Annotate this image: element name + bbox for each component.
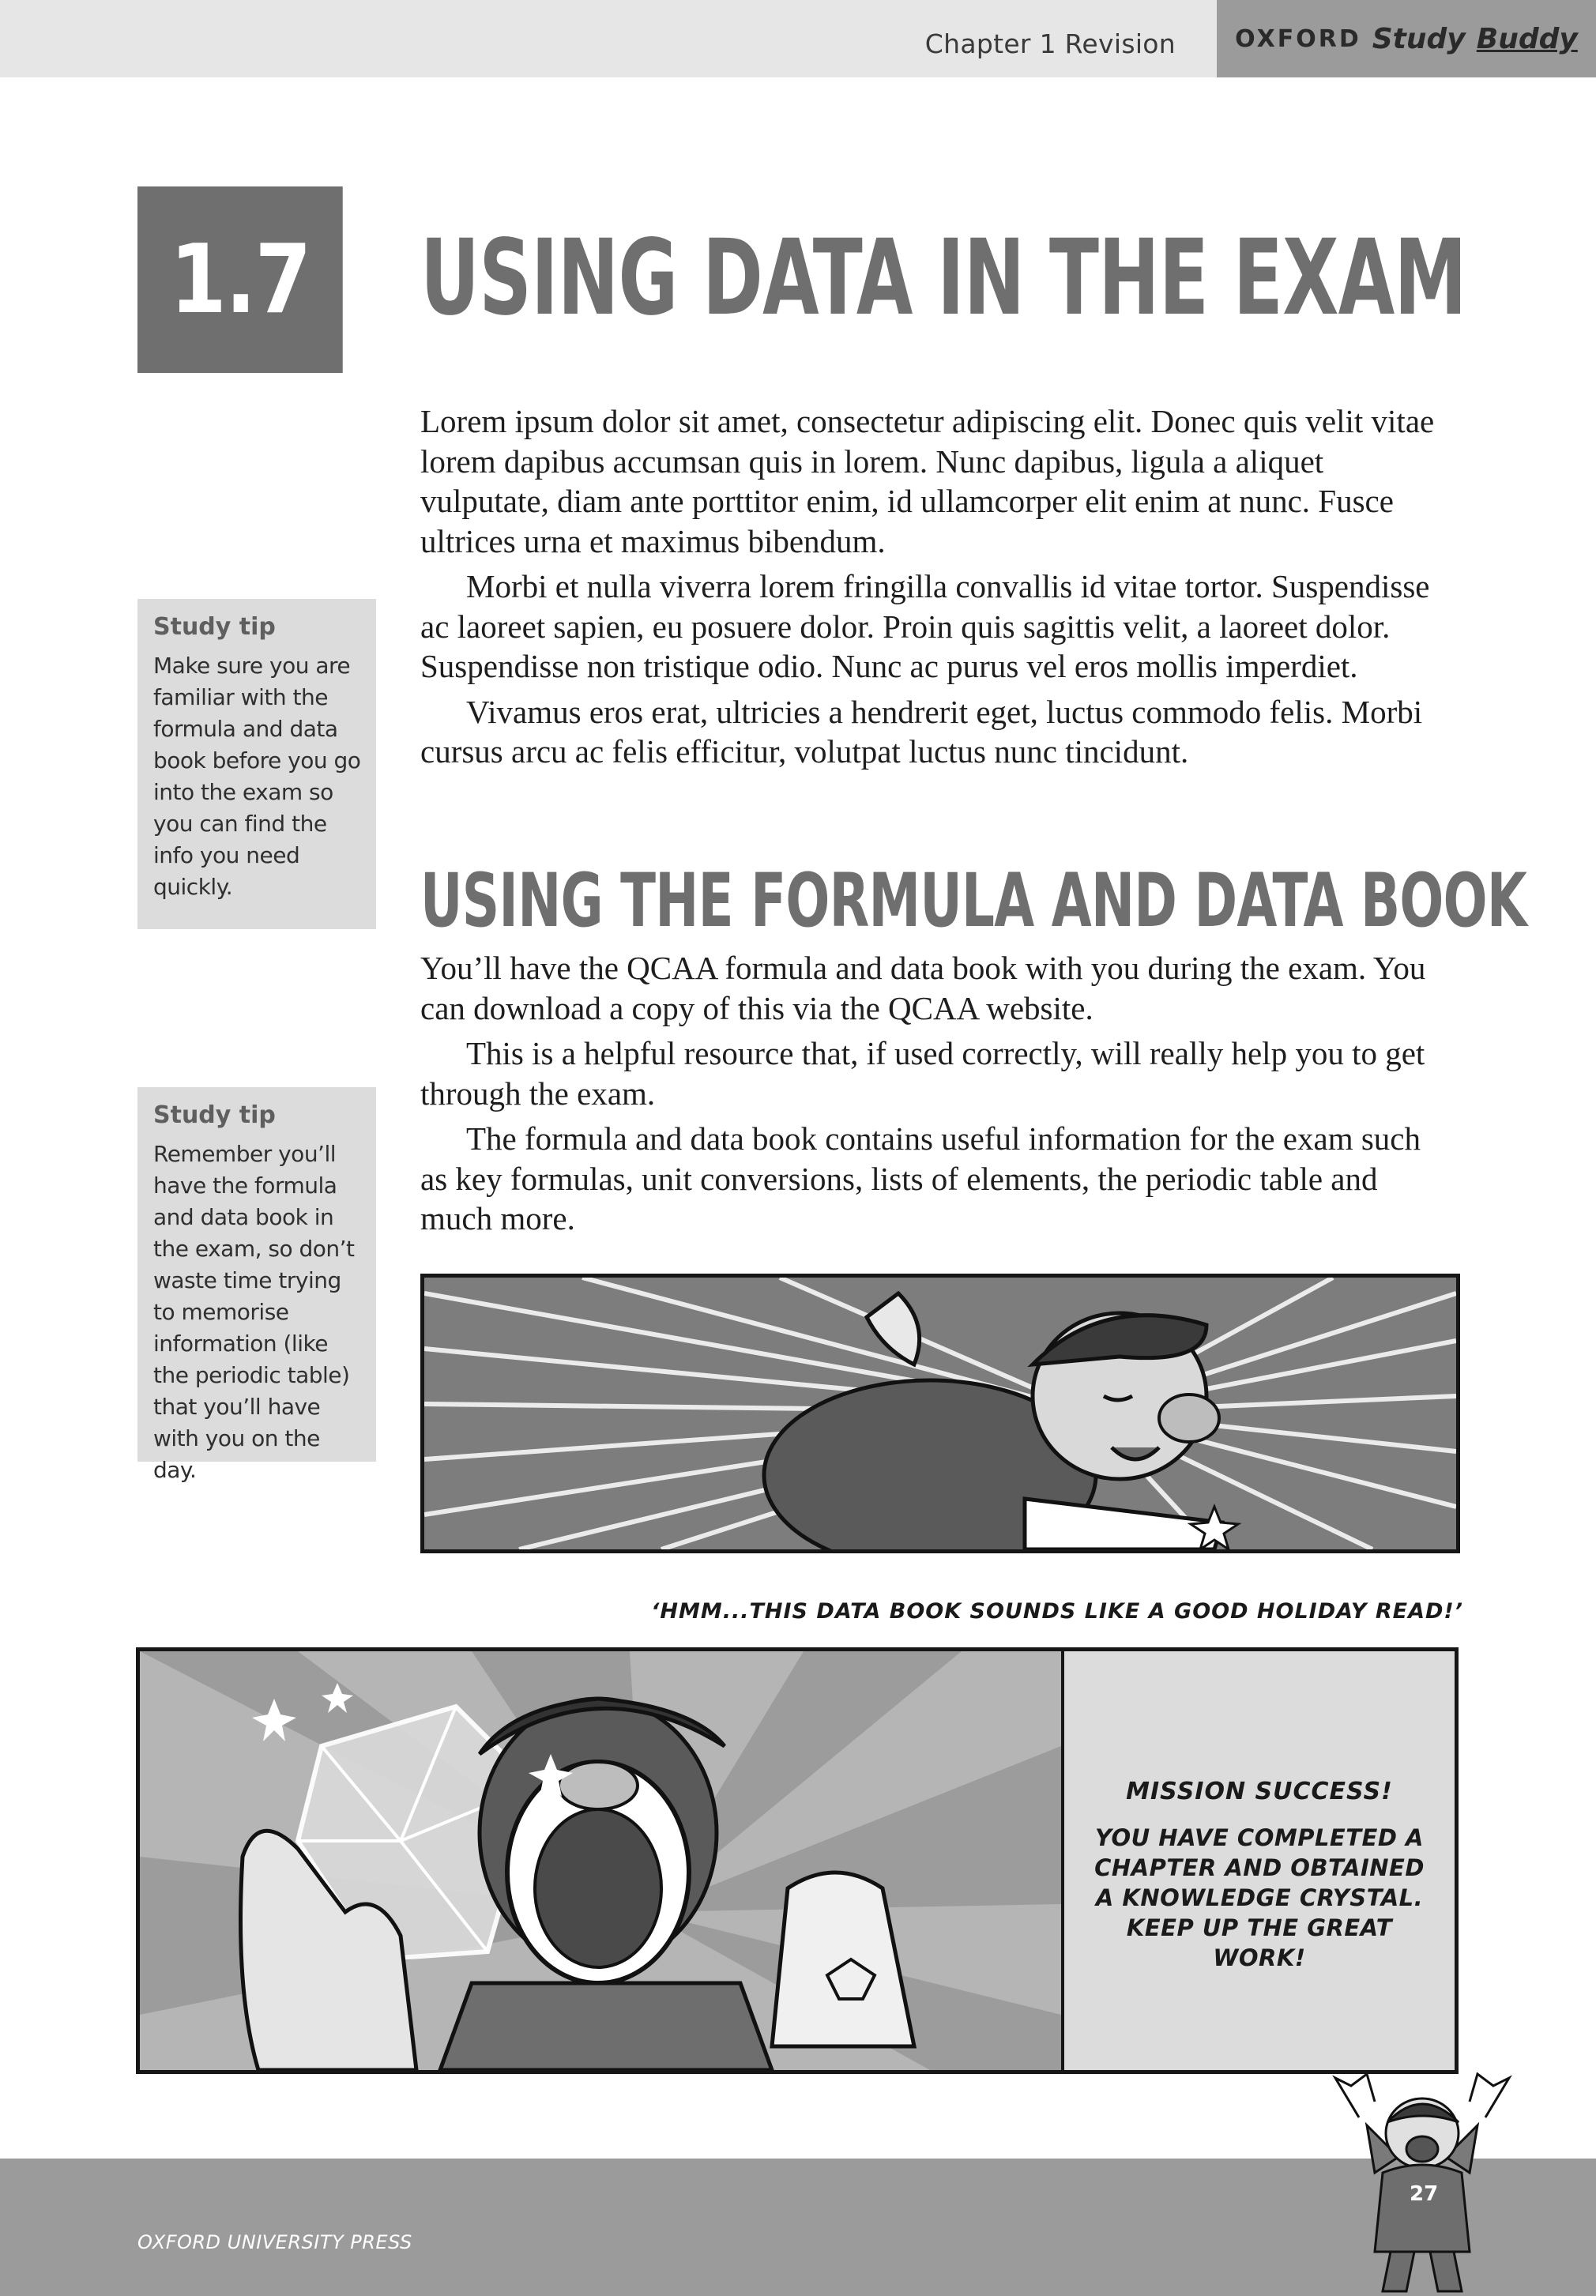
study-tip-box (137, 1087, 376, 1483)
formula-paragraph: This is a helpful resource that, if used correctly, will really help you to get through the exam. (420, 1035, 1425, 1112)
intro-paragraph: Lorem ipsum dolor sit amet, consectetur adipiscing elit. Donec quis velit vitae lorem dapibus accumsan quis in lorem. Nunc dapibus, ligula a aliquet vulputate, diam ante porttitor enim, id ullamcorper elit enim at nunc. Fusce ultrices urna et maximus bibendum. (420, 403, 1435, 559)
comic-caption: ‘HMM...THIS DATA BOOK SOUNDS LIKE A GOOD HOLIDAY READ!’ (651, 1599, 1463, 1624)
formula-paragraph: You’ll have the QCAA formula and data book with you during the exam. You can download a copy of this via the QCAA website. (420, 950, 1426, 1026)
comic-crystal-illustration (140, 1651, 1061, 2070)
intro-paragraph: Morbi et nulla viverra lorem fringilla convallis id vitae tortor. Suspendisse ac laoreet sapien, eu posuere dolor. Proin quis sagittis velit, a laoreet dolor. Suspendisse non tristique odio. Nunc ac purus vel eros mollis imperdiet. (420, 568, 1430, 684)
study-tip-title: Study tip (153, 613, 276, 641)
brand-study: Study (1372, 22, 1466, 55)
formula-paragraph: The formula and data book contains useful information for the exam such as key formulas, unit conversions, lists of elements, the periodic table and much more. (420, 1120, 1421, 1236)
footer-publisher: OXFORD UNIVERSITY PRESS (137, 2231, 412, 2253)
mission-title: MISSION SUCCESS! (1126, 1778, 1393, 1805)
section-number-box (137, 186, 343, 373)
section-subheading: USING THE FORMULA AND DATA BOOK (420, 858, 1527, 944)
mission-success-box (1061, 1651, 1455, 2070)
study-tip-title: Study tip (153, 1101, 276, 1129)
comic-panel-reading (420, 1274, 1460, 1553)
brand-logo (1217, 0, 1596, 77)
brand-buddy: Buddy (1476, 22, 1578, 55)
section-number: 1.7 (170, 224, 311, 335)
mission-text: YOU HAVE COMPLETED A CHAPTER AND OBTAINED A KNOWLEDGE CRYSTAL. KEEP UP THE GREAT WORK! (1094, 1824, 1425, 1971)
study-tip-body: Remember you’ll have the formula and data book in the exam, so don’t waste time trying to memorise information (like the periodic table) that you’ll have with you on the day. (153, 1141, 355, 1483)
study-tip-body: Make sure you are familiar with the formula and data book before you go into the exam so you can find the info you need quickly. (153, 653, 361, 900)
study-tip-box (137, 599, 376, 929)
comic-panel-mission (136, 1647, 1459, 2074)
intro-paragraph: Vivamus eros erat, ultricies a hendrerit eget, luctus commodo felis. Morbi cursus arcu ac felis efficitur, volutpat luctus nunc tincidunt. (420, 693, 1423, 770)
intro-text (420, 401, 1447, 772)
brand-oxford: OXFORD (1235, 24, 1361, 53)
page-title: USING DATA IN THE EXAM (420, 217, 1466, 339)
comic-reading-illustration (424, 1278, 1456, 1549)
page-number: 27 (1410, 2182, 1439, 2206)
chapter-label: Chapter 1 Revision (924, 28, 1176, 59)
formula-text (420, 948, 1447, 1239)
